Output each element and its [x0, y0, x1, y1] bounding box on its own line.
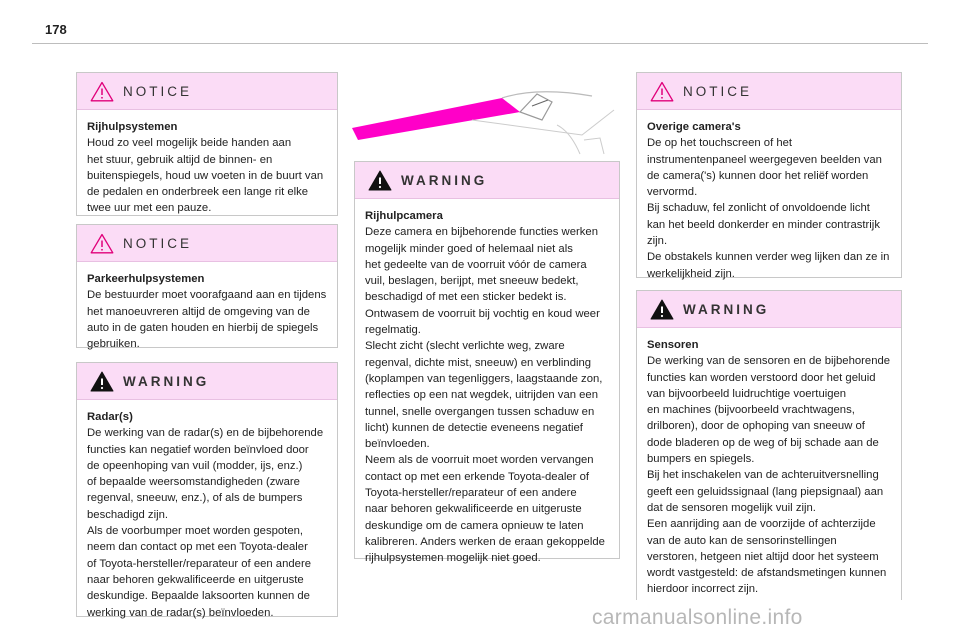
warning-box-sensors [636, 290, 902, 600]
notice-box-parking-assist [76, 224, 338, 351]
text-line: tunnel, snelle overgangen tussen schaduw en [365, 405, 595, 418]
notice-body [77, 110, 337, 225]
text-line: neem dan contact op met een Toyota-dealer [87, 541, 308, 554]
text-line: naar behoren gekwalificeerde en uitgeruste [365, 503, 582, 516]
warning-heading: WARNING [683, 301, 770, 317]
warning-box-camera [354, 161, 620, 565]
text-line: reflecties op een nat wegdek, uitrijden van een [365, 389, 598, 402]
warning-heading: WARNING [401, 172, 488, 188]
text-line: Ontwasem de voorruit bij vochtig en koud weer [365, 307, 600, 320]
text-line: vuil, beslagen, berijpt, met sneeuw bedekt, [365, 275, 579, 288]
windshield-camera-illustration [352, 80, 620, 156]
text-line: het gedeelte van de voorruit vóór de camera [365, 258, 587, 271]
caution-triangle-icon [89, 232, 115, 254]
text-line: bumpers en spiegels. [647, 453, 755, 466]
page-number: 178 [45, 22, 67, 37]
notice-box-driving-assist [76, 72, 338, 216]
notice-header [77, 73, 337, 110]
text-line: hierdoor incorrect zijn. [647, 583, 759, 596]
text-line: regenval, dichte mist, sneeuw) en verblinding [365, 356, 592, 369]
text-line: de camera('s) kunnen door het reliëf worden [647, 169, 869, 182]
warning-subtitle: Rijhulpcamera [365, 210, 443, 222]
text-line: Houd zo veel mogelijk beide handen aan [87, 137, 292, 150]
text-line: dode bladeren op de weg of bij schade aan de [647, 436, 879, 449]
text-line: Deze camera en bijbehorende functies werken [365, 226, 598, 239]
text-line: drilboren), door de ophoping van sneeuw of [647, 420, 865, 433]
notice-header [77, 225, 337, 262]
text-line: mogelijk minder goed of helemaal niet als [365, 242, 573, 255]
text-line: licht) kunnen de detectie eveneens negatief [365, 421, 583, 434]
warning-header [637, 291, 901, 328]
text-line: Bij schaduw, fel zonlicht of onvoldoende licht [647, 202, 870, 215]
text-line: Toyota-hersteller/reparateur of een andere [365, 487, 577, 500]
notice-subtitle: Parkeerhulpsystemen [87, 273, 205, 285]
text-line: geeft een geluidssignaal (lang piepsignaal) aan [647, 485, 884, 498]
text-line: Neem als de voorruit moet worden vervangen [365, 454, 594, 467]
text-line: van de auto kan de sensorinstellingen [647, 534, 837, 547]
text-line: naar behoren gekwalificeerde en uitgeruste [87, 573, 304, 586]
text-line: dat de sensoren mogelijk vuil zijn. [647, 501, 816, 514]
text-line: De bestuurder moet voorafgaand aan en tijdens [87, 289, 327, 302]
roof-line [502, 92, 592, 98]
text-line: van bijvoorbeeld luidruchtige voertuigen [647, 387, 847, 400]
notice-subtitle: Rijhulpsystemen [87, 121, 178, 133]
text-line: deskundige om de camera opnieuw te laten [365, 519, 584, 532]
text-line: kalibreren. Anders werken de eraan gekoppelde [365, 535, 605, 548]
text-line: vervormd. [647, 186, 698, 199]
warning-body [637, 328, 901, 606]
notice-body [77, 262, 337, 360]
notice-subtitle: Overige camera's [647, 121, 741, 133]
text-line: zijn. [647, 235, 668, 248]
text-line: wordt vastgesteld: de afstandsmetingen kunnen [647, 567, 887, 580]
caution-triangle-icon [89, 80, 115, 102]
warning-box-radar [76, 362, 338, 617]
text-line: De op het touchscreen of het [647, 137, 793, 150]
text-line: (koplampen van tegenliggers, laagstaande zon, [365, 372, 603, 385]
text-line: of Toyota-hersteller/reparateur of een andere [87, 557, 311, 570]
warning-triangle-icon [89, 370, 115, 392]
text-line: De werking van de radar(s) en de bijbehorende [87, 427, 324, 440]
text-line: werkelijkheid zijn. [647, 267, 735, 280]
text-line: rijhulpsystemen mogelijk niet goed. [365, 552, 541, 565]
text-line: functies kan worden verstoord door het geluid [647, 371, 876, 384]
text-line: of bepaalde weersomstandigheden (zware [87, 476, 300, 489]
text-line: verstoren, hetgeen niet altijd door het systeem [647, 550, 879, 563]
text-line: twee uur met een pauze. [87, 202, 212, 215]
caution-triangle-icon [649, 80, 675, 102]
text-line: buitenspiegels, houd uw voeten in de buurt van [87, 169, 324, 182]
text-line: beïnvloeden. [365, 438, 430, 451]
text-line: Slecht zicht (slecht verlichte weg, zware [365, 340, 565, 353]
header-divider [32, 43, 928, 44]
text-line: het manoeuvreren altijd de omgeving van de [87, 305, 310, 318]
text-line: beschadigd zijn. [87, 508, 169, 521]
pillar-outline [557, 125, 580, 154]
warning-subtitle: Radar(s) [87, 411, 133, 423]
text-line: werking van de radar(s) beïnvloeden. [87, 606, 274, 619]
text-line: functies kan negatief worden beïnvloed door [87, 443, 309, 456]
warning-triangle-icon [367, 169, 393, 191]
notice-heading: NOTICE [123, 235, 193, 251]
text-line: de pedalen en onderbreek een lange rit elke [87, 186, 309, 199]
notice-box-other-cameras [636, 72, 902, 278]
text-line: Als de voorbumper moet worden gespoten, [87, 525, 304, 538]
text-line: auto in de gaten houden en hierbij de spiegels [87, 321, 319, 334]
warning-triangle-icon [649, 298, 675, 320]
text-line: regenval, sneeuw, enz.), of als de bumpers [87, 492, 303, 505]
mirror-outline [584, 138, 604, 154]
notice-body [637, 110, 901, 290]
warning-heading: WARNING [123, 373, 210, 389]
camera-unit-icon [520, 94, 552, 120]
text-line: Bij het inschakelen van de achteruitversnelling [647, 469, 879, 482]
text-line: contact op met een erkende Toyota-dealer of [365, 470, 589, 483]
text-line: gebruiken. [87, 338, 140, 351]
notice-heading: NOTICE [123, 83, 193, 99]
text-line: regelmatig. [365, 324, 421, 337]
warning-header [355, 162, 619, 199]
camera-detection-beam [352, 98, 520, 140]
notice-header [637, 73, 901, 110]
text-line: beschadigd of met een sticker bedekt is. [365, 291, 567, 304]
text-line: De werking van de sensoren en de bijbehorende [647, 355, 891, 368]
text-line: instrumentenpaneel weergegeven beelden van [647, 153, 882, 166]
warning-body [77, 400, 337, 629]
text-line: en machines (bijvoorbeeld vrachtwagens, [647, 404, 855, 417]
text-line: het stuur, gebruik altijd de binnen- en [87, 153, 273, 166]
warning-subtitle: Sensoren [647, 339, 699, 351]
notice-heading: NOTICE [683, 83, 753, 99]
watermark-text: carmanualsonline.info [592, 606, 803, 629]
warning-body [355, 199, 619, 575]
text-line: Een aanrijding aan de voorzijde of achterzijde [647, 518, 876, 531]
warning-header [77, 363, 337, 400]
text-line: de opeenhoping van vuil (modder, ijs, enz.) [87, 459, 303, 472]
text-line: deskundige. Bepaalde laksoorten kunnen de [87, 590, 310, 603]
text-line: kan het beeld donkerder en minder contrastrijk [647, 218, 880, 231]
text-line: De obstakels kunnen verder weg lijken dan ze in [647, 251, 890, 264]
